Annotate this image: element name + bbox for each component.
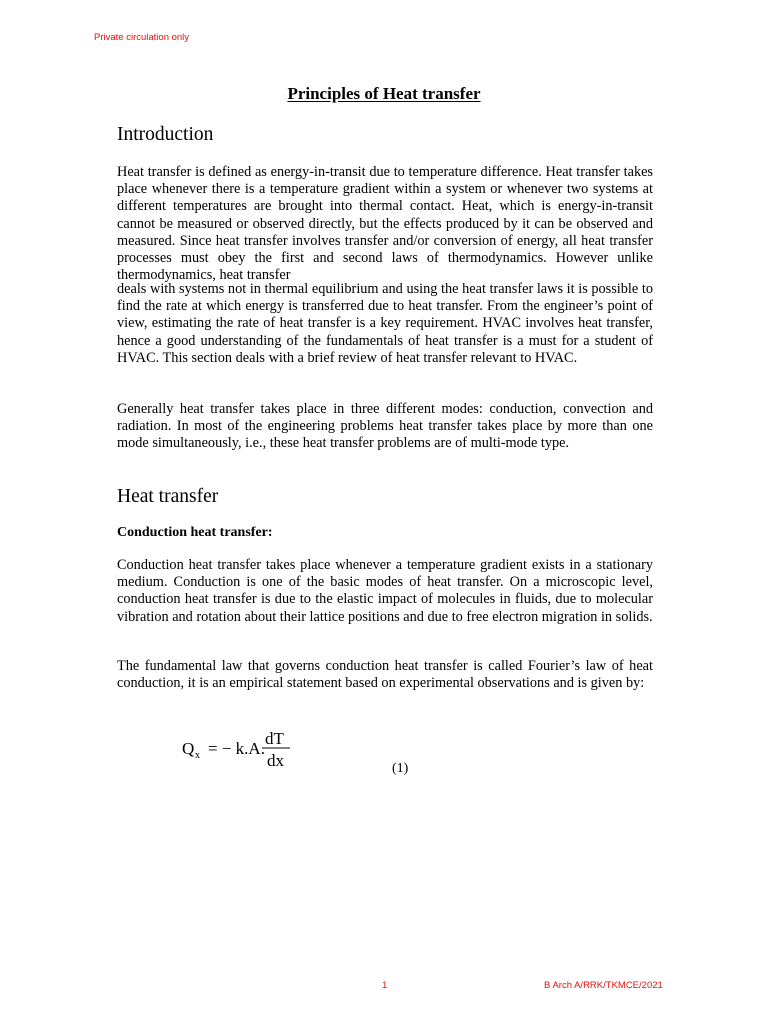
equation-rhs: = − k.A. [208, 739, 265, 758]
conduction-paragraph-2: The fundamental law that governs conduction heat transfer is called Fourier’s law of heat conduction, it is an empirical statement based on experimental observations and is given by: [117, 658, 653, 692]
page-title: Principles of Heat transfer [287, 84, 481, 103]
equation-numerator: dT [265, 729, 284, 748]
footer-reference: B Arch A/RRK/TKMCE/2021 [544, 980, 663, 991]
page-number: 1 [382, 980, 388, 991]
equation-lhs: Q [182, 739, 195, 758]
heat-transfer-heading: Heat transfer [117, 486, 219, 507]
intro-paragraph-1: Heat transfer is defined as energy-in-transit due to temperature difference. Heat transfer takes place whenever there is a temperature gradient within a system or whenever two systems at different temperatures are brought into thermal contact. Heat, which is energy-in-transit cannot be measured or observed directly, but the effects produced by it can be observed and measured. Since heat transfer involves transfer and/or conversion of energy, all heat transfer processes must obey the first and second laws of thermodynamics. However unlike thermodynamics, heat transfer [117, 164, 653, 284]
intro-paragraph-2: deals with systems not in thermal equilibrium and using the heat transfer laws it is possible to find the rate at which energy is transferred due to heat transfer. From the engineer’s point of view, estimating the rate of heat transfer is a key requirement. HVAC involves heat transfer, hence a good understanding of the fundamentals of heat transfer is a must for a student of HVAC. This section deals with a brief review of heat transfer relevant to HVAC. [117, 281, 653, 366]
conduction-paragraph-1: Conduction heat transfer takes place whenever a temperature gradient exists in a stationary medium. Conduction is one of the basic modes of heat transfer. On a microscopic level, conduction heat transfer is due to the elastic impact of molecules in fluids, due to molecular vibration and rotation about their lattice positions and due to free electron migration in solids. [117, 557, 653, 625]
equation-number: (1) [392, 761, 409, 776]
intro-paragraph-3: Generally heat transfer takes place in three different modes: conduction, convection and radiation. In most of the engineering problems heat transfer takes place by more than one mode simultaneously, i.e., these heat transfer problems are of multi-mode type. [117, 401, 653, 452]
fourier-law-equation [182, 724, 362, 784]
introduction-heading: Introduction [117, 124, 214, 145]
conduction-heading: Conduction heat transfer: [117, 525, 273, 540]
equation-denominator: dx [267, 751, 284, 770]
equation-subscript: x [195, 750, 200, 761]
circulation-note: Private circulation only [94, 32, 190, 43]
